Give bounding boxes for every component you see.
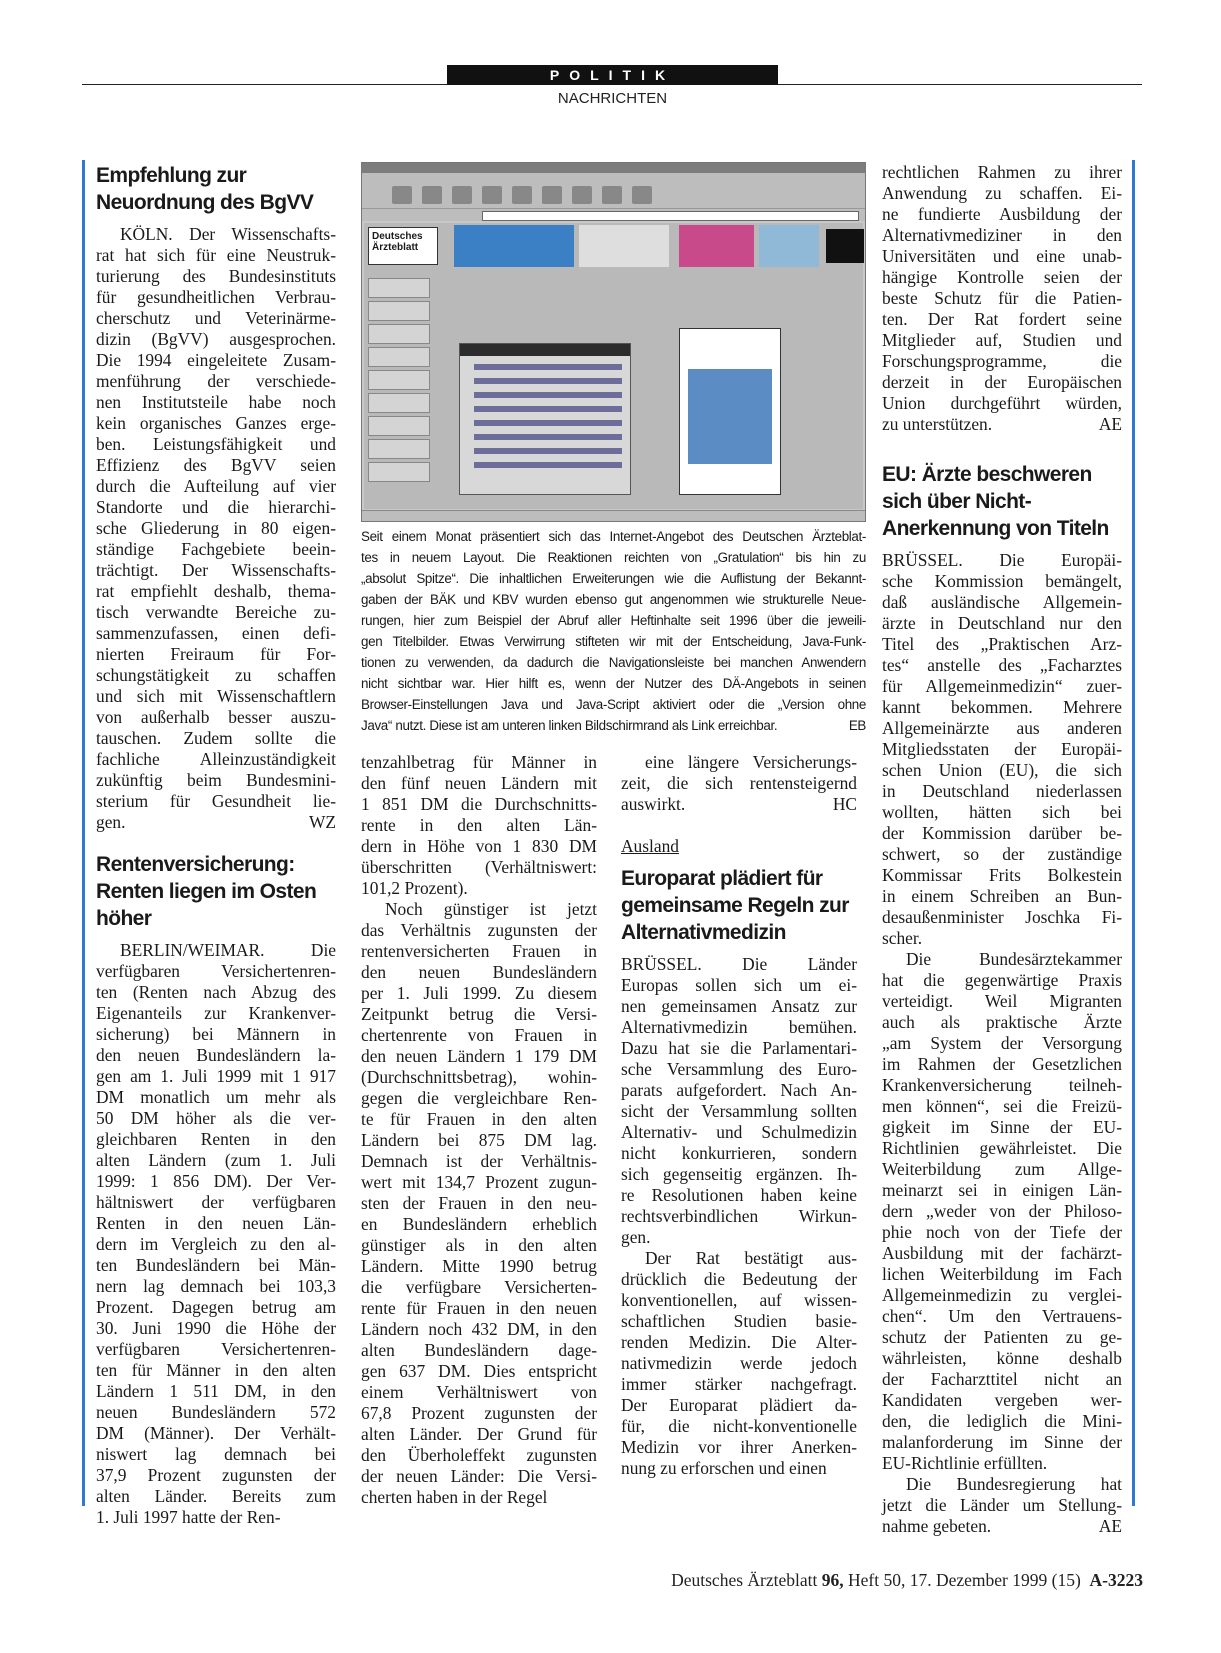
text-line: tes in neuem Layout. Die Reaktionen reichten von „Gratulation“ bis hin zu	[361, 550, 866, 565]
text-line: Ländern noch 432 DM, in den	[361, 1319, 597, 1339]
headline-line: sich über Nicht-	[882, 490, 1032, 513]
text-line: Kommissar Frits Bolkestein	[882, 865, 1122, 885]
text-line: Noch günstiger ist jetzt	[385, 899, 597, 919]
text-line: scher.	[882, 928, 923, 948]
browser-toolbar	[362, 183, 865, 209]
article-renten-end	[621, 752, 857, 815]
text-line: rat empfiehlt deshalb, thema-	[96, 581, 336, 601]
text-line: alten Länder. Bereits zum	[96, 1486, 336, 1506]
banner-image	[454, 225, 574, 267]
text-line: re Resolutionen haben keine	[621, 1185, 857, 1205]
text-line: den Überholeffekt zugunsten	[361, 1445, 597, 1465]
text-line: 1999: 1 856 DM). Der Ver-	[96, 1171, 336, 1191]
text-line: Ländern bei 875 DM lag.	[361, 1130, 597, 1150]
text-line: im Rahmen der Gesetzlichen	[882, 1054, 1122, 1074]
article-renten-continued	[361, 752, 597, 1508]
text-line: ne fundierte Ausbildung der	[882, 204, 1122, 224]
text-line: für gesundheitlichen Verbrau-	[96, 287, 336, 307]
text-line: tenzahlbetrag für Männer in	[361, 752, 597, 772]
text-line: Allgemeinärzte aus anderen	[882, 718, 1122, 738]
headline-line: Europarat plädiert für	[621, 867, 823, 890]
text-line: das Verhältnis zugunsten der	[361, 920, 597, 940]
text-line: der Facharzttitel nicht an	[882, 1369, 1122, 1389]
text-line: en Bundesländern erheblich	[361, 1214, 597, 1234]
text-line: hat die gegenwärtige Praxis	[882, 970, 1122, 990]
text-line: Alternativmedizin bemühen.	[621, 1017, 857, 1037]
text-line: schungstätigkeit zu schaffen	[96, 665, 336, 685]
text-line: wert mit 134,7 Prozent zugun-	[361, 1172, 597, 1192]
text-line: Anwendung zu schaffen. Ei-	[882, 183, 1122, 203]
article-europarat-end	[882, 162, 1122, 435]
text-line: phie noch von der Tiefe der	[882, 1222, 1122, 1242]
text-line: ständige Fachgebiete beein-	[96, 539, 336, 559]
text-line: gegen die vergleichbare Ren-	[361, 1088, 597, 1108]
text-line: 1. Juli 1997 hatte der Ren-	[96, 1507, 281, 1527]
text-line: schwert, so der zuständige	[882, 844, 1122, 864]
article-eu-body	[882, 550, 1122, 1537]
text-line: jetzt die Länder um Stellung-	[882, 1495, 1122, 1515]
text-line: rechtlichen Rahmen zu ihrer	[882, 162, 1122, 182]
article-bgvv-body	[96, 224, 336, 833]
text-line: auswirkt. HC	[621, 794, 857, 814]
text-line: BRÜSSEL. Die Europäi-	[882, 550, 1122, 570]
text-line: verfügbaren Versichertenren-	[96, 1339, 336, 1359]
text-line: Demnach ist der Verhältnis-	[361, 1151, 597, 1171]
text-line: Java“ nutzt. Diese ist am unteren linken Bildschirmrand als Link erreichbar. EB	[361, 715, 866, 736]
text-line: verfügbaren Versichertenren-	[96, 961, 336, 981]
text-line: nahme gebeten. AE	[882, 1516, 1122, 1536]
text-line: EU-Richtlinie erfüllten.	[882, 1453, 1048, 1473]
text-line: chertenrente von Frauen in	[361, 1025, 597, 1045]
text-line: DM monatlich um mehr als	[96, 1087, 336, 1107]
text-line: dern „weder von der Philoso-	[882, 1201, 1122, 1221]
text-line: der Kommission darüber be-	[882, 823, 1122, 843]
text-line: Union durchgeführt würden,	[882, 393, 1122, 413]
text-line: den fünf neuen Ländern mit	[361, 773, 597, 793]
text-line: meinarzt sei in einigen Län-	[882, 1180, 1122, 1200]
article-renten-body	[96, 940, 336, 1528]
text-line: sterium für Gesundheit lie-	[96, 791, 336, 811]
text-line: hängige Kontrolle seien der	[882, 267, 1122, 287]
text-line: dern im Vergleich zu den al-	[96, 1234, 336, 1254]
text-line: gen Titelbilder. Etwas Verwirrung stifteten wir mit der Entscheidung, Java-Funk-	[361, 634, 866, 649]
headline-line: Empfehlung zur	[96, 164, 247, 187]
text-line: kein organisches Ganzes erge-	[96, 413, 336, 433]
news-panel	[459, 343, 631, 495]
text-line: überschritten (Verhältniswert:	[361, 857, 597, 877]
text-line: trächtigt. Der Wissenschafts-	[96, 560, 336, 580]
browser-titlebar	[362, 163, 865, 173]
text-line: gaben der BÄK und KBV wurden ebenso gut angenommen wie strukturelle Neue-	[361, 592, 866, 607]
text-line: der neuen Länder: Die Versi-	[361, 1466, 597, 1486]
text-line: 1 851 DM die Durchschnitts-	[361, 794, 597, 814]
text-line: kannt bekommen. Mehrere	[882, 697, 1122, 717]
text-line: eine längere Versicherungs-	[645, 752, 857, 772]
text-line: ärzte in Deutschland nur den	[882, 613, 1122, 633]
text-line: 67,8 Prozent zugunsten der	[361, 1403, 597, 1423]
text-line: nativmedizin werde jedoch	[621, 1353, 857, 1373]
text-line: daß ausländische Allgemein-	[882, 592, 1122, 612]
text-line: alten Ländern (zum 1. Juli	[96, 1150, 336, 1170]
text-line: ten. Der Rat fordert seine	[882, 309, 1122, 329]
text-line: ten (Renten nach Abzug des	[96, 982, 336, 1002]
rubric-label: Ausland	[621, 836, 679, 856]
text-line: malanforderung im Sinne der	[882, 1432, 1122, 1452]
text-line: alten Bundesländern dage-	[361, 1340, 597, 1360]
text-line: rente für Frauen in den neuen	[361, 1298, 597, 1318]
text-line: gen.	[621, 1227, 651, 1247]
text-line: Seit einem Monat präsentiert sich das Internet-Angebot des Deutschen Ärzteblat-	[361, 529, 866, 544]
journal-name: Deutsches Ärzteblatt	[671, 1570, 818, 1590]
text-line: zu unterstützen. AE	[882, 414, 1122, 434]
text-line: auch als praktische Ärzte	[882, 1012, 1122, 1032]
text-line: sche Kommission bemängelt,	[882, 571, 1122, 591]
text-line: Der Europarat plädiert da-	[621, 1395, 857, 1415]
column-3	[621, 752, 857, 1479]
text-line: zukünftig beim Bundesmini-	[96, 770, 336, 790]
text-line: in einem Schreiben an Bun-	[882, 886, 1122, 906]
site-nav	[368, 278, 430, 522]
banner-image	[759, 225, 819, 267]
text-line: nung zu erforschen und einen	[621, 1458, 827, 1478]
headline-bgvv	[96, 162, 336, 216]
text-line: beste Schutz für die Patien-	[882, 288, 1122, 308]
author-signature: AE	[1098, 414, 1122, 434]
figure-caption	[361, 526, 866, 736]
text-line: währleisten, könne deshalb	[882, 1348, 1122, 1368]
text-line: neuen Bundesländern 572	[96, 1402, 336, 1422]
text-line: Die 1994 eingeleitete Zusam-	[96, 350, 336, 370]
text-line: Allgemeinmedizin zu verglei-	[882, 1285, 1122, 1305]
headline-line: Anerkennung von Titeln	[882, 517, 1109, 540]
text-line: einem Verhältniswert von	[361, 1382, 597, 1402]
headline-line: Alternativmedizin	[621, 921, 786, 944]
text-line: den neuen Ländern 1 179 DM	[361, 1046, 597, 1066]
text-line: Renten in den neuen Län-	[96, 1213, 336, 1233]
text-line: Eigenanteils zur Krankenver-	[96, 1003, 336, 1023]
text-line: tionen zu verwenden, da dadurch die Navigationsleiste bei manchen Anwendern	[361, 655, 866, 670]
text-line: nen Institutsteile habe noch	[96, 392, 336, 412]
text-line: für, die nicht-konventionelle	[621, 1416, 857, 1436]
text-line: gleichbaren Renten in den	[96, 1129, 336, 1149]
text-line: 37,9 Prozent zugunsten der	[96, 1465, 336, 1485]
text-line: Ländern. Mitte 1990 betrug	[361, 1256, 597, 1276]
headline-line: Renten liegen im Osten	[96, 880, 317, 903]
text-line: ten Bundesländern bei Män-	[96, 1255, 336, 1275]
author-signature: WZ	[308, 812, 336, 832]
text-line: tauschen. Zudem sollte die	[96, 728, 336, 748]
text-line: derzeit in der Europäischen	[882, 372, 1122, 392]
text-line: schutz der Patienten zu ge-	[882, 1327, 1122, 1347]
text-line: nierten Freiraum für For-	[96, 644, 336, 664]
text-line: Ländern 1 511 DM, in den	[96, 1381, 336, 1401]
column-1	[96, 162, 336, 1528]
text-line: Ausbildung mit der fachärzt-	[882, 1243, 1122, 1263]
volume-number: 96,	[821, 1570, 844, 1590]
text-line: nicht konkurrieren, sondern	[621, 1143, 857, 1163]
text-line: per 1. Juli 1999. Zu diesem	[361, 983, 597, 1003]
text-line: Titel des „Praktischen Arz-	[882, 634, 1122, 654]
headline-rentenversicherung	[96, 851, 336, 932]
text-line: dern in Höhe von 1 830 DM	[361, 836, 597, 856]
text-line: KÖLN. Der Wissenschafts-	[120, 224, 336, 244]
text-line: rat hat sich für eine Neustruk-	[96, 245, 336, 265]
text-line: nicht sichtbar war. Hier hilft es, wenn der Nutzer des DÄ-Angebots in seinen	[361, 676, 866, 691]
text-line: cherschutz und Veterinärme-	[96, 308, 336, 328]
text-line: (Durchschnittsbetrag), wohin-	[361, 1067, 597, 1087]
text-line: den, die lediglich die Mini-	[882, 1411, 1122, 1431]
text-line: sicherung) bei Männern in	[96, 1024, 336, 1044]
text-line: den neuen Bundesländern	[361, 962, 597, 982]
author-signature: HC	[832, 794, 857, 814]
text-line: Prozent. Dagegen betrug am	[96, 1297, 336, 1317]
text-line: günstiger als in den alten	[361, 1235, 597, 1255]
text-line: turierung des Bundesinstituts	[96, 266, 336, 286]
text-line: Krankenversicherung teilneh-	[882, 1075, 1122, 1095]
text-line: Kandidaten vergeben wer-	[882, 1390, 1122, 1410]
text-line: gigkeit im Sinne der EU-	[882, 1117, 1122, 1137]
text-line: konventionellen, auf wissen-	[621, 1290, 857, 1310]
text-line: den neuen Bundesländern la-	[96, 1045, 336, 1065]
headline-line: Neuordnung des BgVV	[96, 191, 314, 214]
text-line: men können“, sei die Freizü-	[882, 1096, 1122, 1116]
article-europarat-body	[621, 954, 857, 1479]
text-line: parats aufgefordert. Nach An-	[621, 1080, 857, 1100]
text-line: rungen, hier zum Beispiel der Abruf aller Heftinhalte seit 1996 über die jeweili-	[361, 613, 866, 628]
website-content	[364, 223, 863, 509]
column-4	[882, 162, 1122, 1537]
text-line: dizin (BgVV) ausgesprochen.	[96, 329, 336, 349]
magazine-cover	[679, 328, 781, 495]
column-2	[361, 752, 597, 1508]
text-line: Effizienz des BgVV seien	[96, 455, 336, 475]
text-line: 101,2 Prozent).	[361, 878, 468, 898]
text-line: Alternativmediziner in den	[882, 225, 1122, 245]
text-line: Mitglieder auf, Studien und	[882, 330, 1122, 350]
headline-eu-aerzte	[882, 461, 1122, 542]
text-line: Standorte und die hierarchi-	[96, 497, 336, 517]
text-line: „absolut Spitze“. Die inhaltlichen Erweiterungen wie die Auflistung der Bekannt-	[361, 571, 866, 586]
text-line: nen gemeinsamen Ansatz zur	[621, 996, 857, 1016]
headline-line: gemeinsame Regeln zur	[621, 894, 849, 917]
text-line: schen Union (EU), die sich	[882, 760, 1122, 780]
text-line: ten für Männer in den alten	[96, 1360, 336, 1380]
text-line: te für Frauen in den alten	[361, 1109, 597, 1129]
text-line: die verfügbare Versicherten-	[361, 1277, 597, 1297]
text-line: menführung der verschiede-	[96, 371, 336, 391]
text-line: „am System der Versorgung	[882, 1033, 1122, 1053]
text-line: drücklich die Bedeutung der	[621, 1269, 857, 1289]
text-line: gen. WZ	[96, 812, 336, 832]
text-line: 50 DM höher als die ver-	[96, 1108, 336, 1128]
text-line: Europas sollen sich um ei-	[621, 975, 857, 995]
text-line: 30. Juni 1990 die Höhe der	[96, 1318, 336, 1338]
text-line: sten der Frauen in den neu-	[361, 1193, 597, 1213]
text-line: lichen Weiterbildung im Fach	[882, 1264, 1122, 1284]
page-number: A-3223	[1089, 1570, 1143, 1590]
text-line: immer stärker nachgefragt.	[621, 1374, 857, 1394]
text-line: BRÜSSEL. Die Länder	[621, 954, 857, 974]
headline-line: Rentenversicherung:	[96, 853, 295, 876]
text-line: BERLIN/WEIMAR. Die	[120, 940, 336, 960]
author-signature: AE	[1098, 1516, 1122, 1536]
text-line: Medizin vor ihrer Anerken-	[621, 1437, 857, 1457]
banner-image	[679, 225, 754, 267]
browser-address-bar	[362, 209, 865, 221]
text-line: sche Versammlung des Euro-	[621, 1059, 857, 1079]
text-line: DM (Männer). Der Verhält-	[96, 1423, 336, 1443]
text-line: nern lag demnach bei 103,3	[96, 1276, 336, 1296]
text-line: renden Medizin. Die Alter-	[621, 1332, 857, 1352]
text-line: rechtsverbindlichen Wirkun-	[621, 1206, 857, 1226]
banner-image	[579, 225, 669, 267]
text-line: Alternativ- und Schulmedizin	[621, 1122, 857, 1142]
text-line: in Deutschland niederlassen	[882, 781, 1122, 801]
browser-menubar	[362, 173, 865, 183]
text-line: chen“. Um den Vertrauens-	[882, 1306, 1122, 1326]
headline-europarat	[621, 865, 857, 946]
subsection-label: NACHRICHTEN	[557, 90, 668, 107]
text-line: sicht der Versammlung sollten	[621, 1101, 857, 1121]
website-screenshot-figure	[361, 162, 866, 522]
author-signature: EB	[848, 718, 866, 733]
section-label: POLITIK	[447, 65, 778, 85]
text-line: Zeitpunkt betrug die Versi-	[361, 1004, 597, 1024]
text-line: Die Bundesärztekammer	[906, 949, 1122, 969]
text-line: Die Bundesregierung hat	[906, 1474, 1122, 1494]
text-line: Forschungsprogramme, die	[882, 351, 1122, 371]
text-line: Der Rat bestätigt aus-	[645, 1248, 857, 1268]
text-line: Mitgliedsstaten der Europäi-	[882, 739, 1122, 759]
text-line: alten Länder. Der Grund für	[361, 1424, 597, 1444]
text-line: hältniswert der verfügbaren	[96, 1192, 336, 1212]
text-line: sich gegenseitig ergänzen. Ih-	[621, 1164, 857, 1184]
text-line: cherten haben in der Regel	[361, 1487, 548, 1507]
column-accent-bar	[1132, 160, 1135, 1506]
text-line: Weiterbildung zum Allge-	[882, 1159, 1122, 1179]
column-accent-bar	[82, 160, 85, 1506]
text-line: sche Gliederung in 80 eigen-	[96, 518, 336, 538]
text-line: für Allgemeinmedizin“ zuer-	[882, 676, 1122, 696]
text-line: zeit, die sich rentensteigernd	[621, 773, 857, 793]
site-logo: Deutsches Ärzteblatt	[368, 227, 438, 265]
headline-line: EU: Ärzte beschweren	[882, 463, 1092, 486]
text-line: schaftlichen Studien basie-	[621, 1311, 857, 1331]
text-line: tes“ anstelle des „Facharztes	[882, 655, 1122, 675]
text-line: wollten, hätten sich bei	[882, 802, 1122, 822]
text-line: rente in den alten Län-	[361, 815, 597, 835]
text-line: und sich mit Wissenschaftlern	[96, 686, 336, 706]
text-line: verteidigt. Weil Migranten	[882, 991, 1122, 1011]
issue-date: Heft 50, 17. Dezember 1999 (15)	[848, 1570, 1081, 1590]
text-line: Browser-Einstellungen Java und Java-Script aktiviert oder die „Version ohne	[361, 697, 866, 712]
text-line: fachliche Alleinzuständigkeit	[96, 749, 336, 769]
text-line: Dazu hat sie die Parlamentari-	[621, 1038, 857, 1058]
text-line: ben. Leistungsfähigkeit und	[96, 434, 336, 454]
headline-line: höher	[96, 907, 152, 930]
text-line: Richtlinien gewährleistet. Die	[882, 1138, 1122, 1158]
text-line: desaußenminister Joschka Fi-	[882, 907, 1122, 927]
text-line: sammenzufassen, einen defi-	[96, 623, 336, 643]
banner-image	[826, 229, 864, 263]
text-line: Universitäten und eine unab-	[882, 246, 1122, 266]
page-footer	[671, 1570, 1143, 1591]
text-line: von außerhalb besser auszu-	[96, 707, 336, 727]
text-line: tisch verwandte Bereiche zu-	[96, 602, 336, 622]
text-line: niswert lag demnach bei	[96, 1444, 336, 1464]
text-line: gen 637 DM. Dies entspricht	[361, 1361, 597, 1381]
text-line: gen am 1. Juli 1999 mit 1 917	[96, 1066, 336, 1086]
browser-statusbar	[362, 510, 865, 521]
text-line: rentenversicherten Frauen in	[361, 941, 597, 961]
text-line: durch die Aufteilung auf vier	[96, 476, 336, 496]
